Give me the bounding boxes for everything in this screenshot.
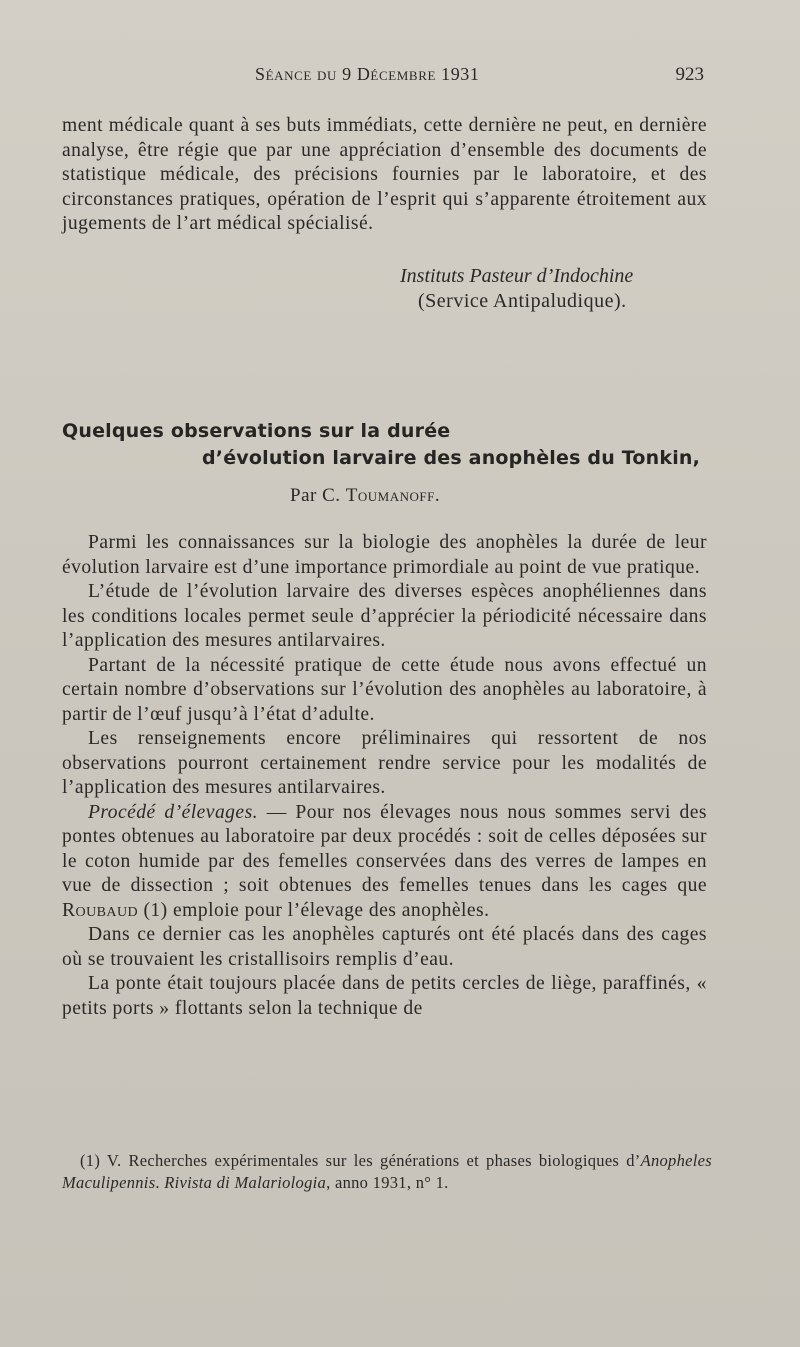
byline [290,485,440,507]
article-body [62,531,707,1021]
footnote-text-after: , anno 1931, n° 1. [326,1173,449,1192]
closing-paragraph: ment médicale quant à ses buts immédiats, cette dernière ne peut, en dernière analyse, être régie que par une appréciation d’ensemble des documents de statistique médicale, des précisions fournies par le laboratoire, et des circonstances pratiques, opération de l’esprit qui s’apparente étroitement aux jugements de l’art médical spécialisé. [62,115,707,234]
procede-label: Procédé d’élevages. [88,801,259,823]
previous-article-ending [62,114,707,237]
article-title [62,418,712,472]
procede-paragraph [62,801,707,924]
body-paragraph-7: La ponte était toujours placée dans de petits cercles de liège, paraffinés, « petits ports » flottants selon la technique de [62,973,707,1019]
procede-text-before: — Pour nos élevages nous nous sommes servi des pontes obtenues au laboratoire par deux procédés : soit de celles déposées sur le coton humide par des femelles conservées dans des verres de lampes en vue de dissection ; soit obtenues des femelles tenues dans les cages que [62,801,708,896]
article-title-line-2: d’évolution larvaire des anophèles du Tonkin, [202,447,701,469]
running-title: Séance du 9 Décembre 1931 [255,64,480,84]
running-head [0,64,800,88]
body-paragraph-6: Dans ce dernier cas les anophèles capturés ont été placés dans des cages où se trouvaient les cristallisoirs remplis d’eau. [62,924,707,970]
signature-service: (Service Antipaludique). [418,290,627,312]
procede-author: Roubaud [62,899,139,921]
body-paragraph-4: Les renseignements encore préliminaires qui ressortent de nos observations pourront certainement rendre service pour les modalités de l’application des mesures antilarvaires. [62,728,707,798]
footnote-journal: Rivista di Malariologia [164,1173,327,1192]
signature-institution: Instituts Pasteur d’Indochine [400,265,634,287]
body-paragraph-2: L’étude de l’évolution larvaire des diverses espèces anophéliennes dans les conditions locales permet seule d’apprécier la périodicité nécessaire dans l’application des mesures antilarvaires. [62,581,707,651]
byline-prefix: Par C. [290,485,346,506]
footnote-text-middle: . [155,1173,165,1192]
byline-author: Toumanoff [345,485,435,506]
footnote-species: Anopheles Maculipennis [62,1151,712,1192]
page-number: 923 [675,64,704,85]
article-title-line-1: Quelques observations sur la durée [62,420,451,442]
body-paragraph-1: Parmi les connaissances sur la biologie des anophèles la durée de leur évolution larvaire est d’une importance primordiale au point de vue pratique. [62,532,707,578]
signature-block [378,264,708,314]
body-paragraph-3: Partant de la nécessité pratique de cette étude nous avons effectué un certain nombre d’observations sur l’évolution des anophèles au laboratoire, à partir de l’œuf jusqu’à l’état d’adulte. [62,654,707,725]
footnote-text-before: V. Recherches expérimentales sur les générations et phases biologiques d’ [100,1151,641,1170]
footnote-number: (1) [80,1151,101,1170]
byline-suffix: . [434,485,441,506]
footnote [62,1150,712,1194]
procede-text-after: (1) emploie pour l’élevage des anophèles. [138,899,490,921]
